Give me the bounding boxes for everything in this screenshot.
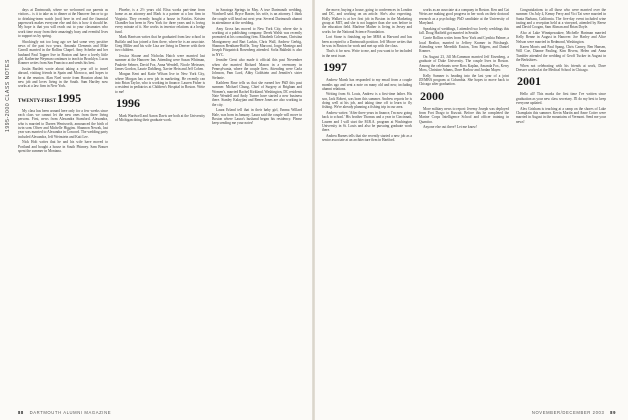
class-year: 1995 <box>57 90 82 105</box>
note-paragraph: Hello all! This marks the first time I've written since graduation as your new class secretary. I'll do my best to keep everyone updated. <box>516 92 606 106</box>
note-paragraph: Laura Erland tell that in their baby girl, Emma Willard Hale, was born in January. Laura said the couple will move to Boston where Laura's husband began his residency. Please keep sending me your notes! <box>212 108 302 126</box>
note-paragraph: Amy Gross has moved to New York City, where she is working at a publishing company. Derek Walsh was recently promoted at his consulting firm. Elizabeth Coleman, Christina Montgomery and Bart Larkin, Chris Wall, Andrew Gerbig, Shannon Bentham-Hoffle, Tony Marconi, Jorge Montego and Joseph Fitzpatrick Rosenberg attended. Sofia Bakhshi is also in NYC. <box>212 26 302 57</box>
note-paragraph: Justin Bartlett wrote about taking a year off to travel abroad, visiting friends in Spain and Morocco, and hopes to be at the reunion. Alan Noel wrote from Houston about his new job and loves living in the South. Sam Hartley now works at a law firm in New York. <box>18 66 108 89</box>
right-columns <box>322 8 608 144</box>
page-number: 88 <box>18 410 24 415</box>
left-page-footer <box>18 410 111 415</box>
note-paragraph: When not celebrating with his friends at work, Dave Dresser worked at the Medical School in Chicago. <box>516 63 606 73</box>
class-year: 2000 <box>420 88 444 103</box>
note-paragraph: works as an associate at a company in Boston. Ken and Cat Weiss are making good progress in her work on their doctoral research as a psychology PhD candidate at the University of Maryland. <box>419 8 509 26</box>
class-year: 2001 <box>517 74 541 89</box>
magazine-name: DARTMOUTH ALUMNI MAGAZINE <box>29 410 112 415</box>
note-paragraph: Nick Holt writes that he and his wife have moved to Portland and bought a house in South Phinney. Sam Brauer spent the summer in Montana. <box>18 140 108 153</box>
note-paragraph: days at Dartmouth, where we welcomed our parents as visitors... is it to take us to dinner at the Hanover Inn or to go to drinking-team watch (not) here in red and the financial paperwork makes everyone else and this is how it should be. My hope is that you will reach out to your classmates who work time away from their amazingly busy and eventful lives to support us by spring. <box>18 8 108 39</box>
note-paragraph: Speaking of weddings, I attended two lovely weddings this fall. Doug Hatfield got married in Seattle. <box>419 26 509 35</box>
left-column-2 <box>115 8 205 154</box>
note-paragraph: Lori Stone is finishing up her MBA at Harvard and has been accepted to a Dartmouth position. Jeff Moore writes that he was in Boston for work and met up with the class. <box>322 35 412 48</box>
note-paragraph: the move, buying a house, going to conferences in London and DC, and working on an article. She's also expecting. Holly Walker is at her first job in Boston in the Marketing group at MIT, and she is not happier than she was before in the education field. Marlene Mather is living in Jersey and works for the National Science Foundation. <box>322 8 412 34</box>
note-paragraph: in Saratoga Springs in May. A true Dartmouth wedding, Wardwell said. Bryce Baxter, his wife, is an attorney. I think the couple will head out next year. Several Dartmouth alumni in attendance at the wedding. <box>212 8 302 26</box>
note-paragraph: More military news to report: Jeremy Joseph was deployed from Fort Drago to Kuwait. Before this he completed the Marine Corps Intelligence School and officer training in Quantico. <box>419 106 509 124</box>
note-paragraph: Also at Lake Winnipesaukee, Michelle Hartman married Kelly Renne in August in Hanover. Joe Harley and Alice Nelson were married in Redmond, Washington. <box>516 30 606 44</box>
note-paragraph: Mark Wardwell and Aaron Davis are both at the University of Michigan doing their graduate work. <box>115 114 205 123</box>
class-year-prefix: TWENTY-FIRST <box>18 98 57 104</box>
left-column-1 <box>18 8 108 154</box>
right-column-1 <box>322 8 412 144</box>
right-column-2 <box>419 8 509 144</box>
note-paragraph: Carrie Rollins writes from New York and Cynthia Palmer, a local Realtor, married to Jeffrey Kramer in Pittsburgh. Attending were Meredith Easton, Tom Edgren, and Daniel Kramer. <box>419 36 509 54</box>
note-paragraph: Andrea Barnes tells that she recently started a new job as a senior associate at an architecture firm in Hartford. <box>322 133 412 143</box>
note-paragraph: Kathleen Rose tells us that she earned her PhD this past summer. Michael Chung, Chief of Surgery at Brigham and Women's, married Rachel Kirkland. Washington, DC residents Nate Wendell and Andy Turner have started a new business there. Stanley Kalayjian and Renee Jones are also working in the city. <box>212 81 302 107</box>
note-paragraph: Andrew writes: 'After three years in finance, I'm now going back to school.' His brother Thomas and a year in Cincinnati, Lauren and I will start the M.B.A. program at Washington University in St. Louis and also be pursuing graduate work there. <box>322 110 412 133</box>
note-paragraph: Jennifer Gerst also made it official this past November when she married Richard Mason in a ceremony in Pennsylvania, where the couple lives. Attending were Carla Johnson, Pam Lord, Abby Goldstein and Jennifer's sister Stefanie. <box>212 58 302 80</box>
note-paragraph: Mark Harrison writes that he graduated from law school in Buffalo and has joined a firm there, where he is an associate. Greg Miller and his wife Lisa are living in Denver with their two children. <box>115 35 205 53</box>
note-paragraph: Karen Morris and Paul Spang, Chris Carney, Ben Hansen, Will Coe, Dianne Pauling, Kim Rivera, Helen and Anna Tumbler attended the wedding of Geoff Tucker in August in the Berkshires. <box>516 45 606 63</box>
class-year-heading <box>516 75 606 91</box>
class-year: 1997 <box>323 60 347 75</box>
note-paragraph: Writing from St. Louis, Andrew is a first-time father. His son, Jack Robert, was born this summer. Andrew reports he is doing well at his job, and taking time off to learn to fly fishing. We're already planning a fishing trip in our area. <box>322 92 412 110</box>
note-paragraph: Kelly Sumner is heading into the last year of a joint JD/MBA program at Columbia. She hopes to move back to Chicago after graduation. <box>419 73 509 87</box>
note-paragraph: Jessica Sloane and Nicholas Hatch were married last summer at the Hanover Inn. Attending were Susan Whitman, Paulette Selmer, David Fox, Anna Wendell, Nicole Meissner, James Gordon, Laurie Dahlberg, Xavier Hein and Jeff Cohen. <box>115 53 205 71</box>
class-year-heading <box>322 61 412 77</box>
note-paragraph: Phoebe, is a 2½ years old. Elisa works part-time from home as an attorney and Mark is a partner at a law firm in Virginia. They recently bought a house in Fairfax. Kristen Chandler has been in New York for three years and is loving every minute of it. She works in investor relations at a hedge fund. <box>115 8 205 34</box>
class-year-heading <box>419 90 509 106</box>
note-paragraph: Anyone else out there? Let me know! <box>423 125 478 130</box>
note-paragraph: Alex Grisham is teaching at a camp on the shores of Lake Champlain this summer. Kevin Martin and Anne Cotter were married in August in the mountains of Vermont. Send me your news! <box>516 106 606 124</box>
class-year: 1996 <box>116 96 140 111</box>
class-year-heading <box>115 97 205 113</box>
page-number: 89 <box>610 410 616 415</box>
note-paragraph: My class has been around here only for a few weeks since each class we cannot let the new ones from three living persons. First, news from Alexandra Stamford. Alexandra, who is married to Darren Wentworth, announced the birth of twin sons Oliver and Michelle Higgins. Shannon Newak, last year was married to Alexandra in Concord. The wedding party included Alexandra, Jeff Weinstein and Kati Lee. <box>18 108 108 139</box>
issue-date: NOVEMBER/DECEMBER 2003 <box>531 410 605 415</box>
note-paragraph: Andrew Marsh has responded to my email from a couple months ago and sent a note on many old and new, including alumni relations. <box>322 78 412 91</box>
note-paragraph: On August 23, Jill McCammon married Jeff Eisenberg, a graduate of Duke University. The couple lives in Boston. Among the celebrants were Ross Kaplan, Amanda Fox, Kerry Moss, Christine Adams, Dave Barlow and Jordan Mayer. <box>419 55 509 73</box>
note-paragraph: That's it for now. Write to me, and you want to be included in the next issue. <box>322 49 412 58</box>
class-year-heading <box>18 92 108 108</box>
right-page-footer <box>532 410 616 415</box>
right-column-3 <box>516 8 606 144</box>
note-paragraph: Congratulations to all those who were married over the summer. On July 4, Kenny Ferry and Vici Tai were married in Santa Barbara, California. The five-day event included wine tasting and a reception held at a vineyard, attended by Reese and David Coogan, Sam Altman and Brian Doyle. <box>516 8 606 30</box>
note-paragraph: Morgan Kent and Katie Wilson live in New York City, where Morgan has a new job in marketing. He recently ran into Brian Taylor, who is working in finance. Lauren Fisher is a resident in pediatrics at Children's Hospital in Boston. Write to me! <box>115 72 205 94</box>
left-columns <box>18 8 304 154</box>
section-sidebar-label: 1995-2000 CLASS NOTES <box>5 59 11 132</box>
left-column-3 <box>212 8 302 154</box>
right-page <box>314 0 628 420</box>
note-paragraph: Shockingly not too long ago we had some very positive news of the past two years. Amanda Clements and Mike Carroll married in the Rollins Chapel. Amy Scheibe and her husband Paul Tapper live in Boston and have a lovely little girl. Katherine Weyman continues to teach in Brooklyn. Lucas Kramer writes from San Francisco and sends his best. <box>18 39 108 66</box>
